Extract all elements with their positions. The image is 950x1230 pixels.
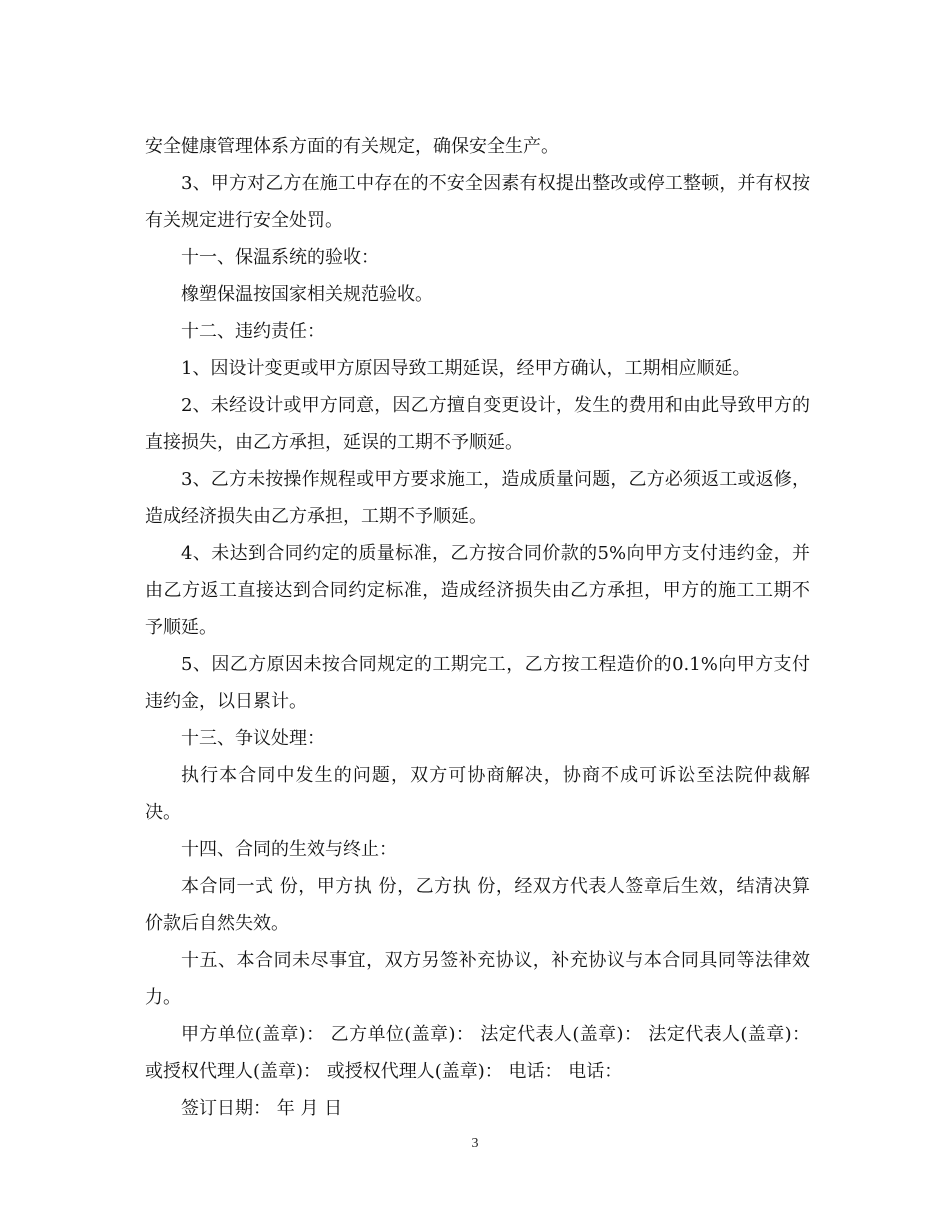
paragraph-supplement: 十五、本合同未尽事宜，双方另签补充协议，补充协议与本合同具同等法律效力。 [145, 950, 810, 1008]
page-number: 3 [471, 1136, 479, 1151]
paragraph-sign-date: 签订日期： 年 月 日 [181, 1098, 343, 1119]
paragraph-liability-5: 5、因乙方原因未按合同规定的工期完工，乙方按工程造价的0.1%向甲方支付违约金，以日累计。 [145, 654, 810, 712]
paragraph-liability-3: 3、乙方未按操作规程或甲方要求施工，造成质量问题，乙方必须返工或返修，造成经济损失由乙方承担，工期不予顺延。 [145, 469, 810, 527]
paragraph-liability-2: 2、未经设计或甲方同意，因乙方擅自变更设计，发生的费用和由此导致甲方的直接损失，由乙方承担，延误的工期不予顺延。 [145, 395, 810, 453]
paragraph-liability-4: 4、未达到合同约定的质量标准，乙方按合同价款的5%向甲方支付违约金，并由乙方返工直接达到合同约定标准，造成经济损失由乙方承担，甲方的施工工期不予顺延。 [145, 543, 810, 638]
section-heading-effect: 十四、合同的生效与终止： [181, 839, 397, 860]
paragraph-effect: 本合同一式 份，甲方执 份，乙方执 份，经双方代表人签章后生效，结清决算价款后自然失效。 [145, 876, 810, 934]
document-body [145, 128, 810, 1127]
paragraph-signatures: 甲方单位(盖章)： 乙方单位(盖章)： 法定代表人(盖章)： 法定代表人(盖章)： 或授权代理人(盖章)： 或授权代理人(盖章)： 电话： 电话： [145, 1024, 810, 1082]
paragraph-acceptance: 橡塑保温按国家相关规范验收。 [181, 284, 433, 305]
section-heading-acceptance: 十一、保温系统的验收： [181, 247, 379, 268]
paragraph-safety-continued: 安全健康管理体系方面的有关规定，确保安全生产。 [145, 136, 559, 157]
paragraph-safety-penalty: 3、甲方对乙方在施工中存在的不安全因素有权提出整改或停工整顿，并有权按有关规定进行安全处罚。 [145, 173, 810, 231]
section-heading-dispute: 十三、争议处理： [181, 728, 325, 749]
section-heading-liability: 十二、违约责任： [181, 321, 325, 342]
paragraph-liability-1: 1、因设计变更或甲方原因导致工期延误，经甲方确认，工期相应顺延。 [181, 358, 751, 379]
paragraph-dispute: 执行本合同中发生的问题，双方可协商解决，协商不成可诉讼至法院仲裁解决。 [145, 765, 810, 823]
